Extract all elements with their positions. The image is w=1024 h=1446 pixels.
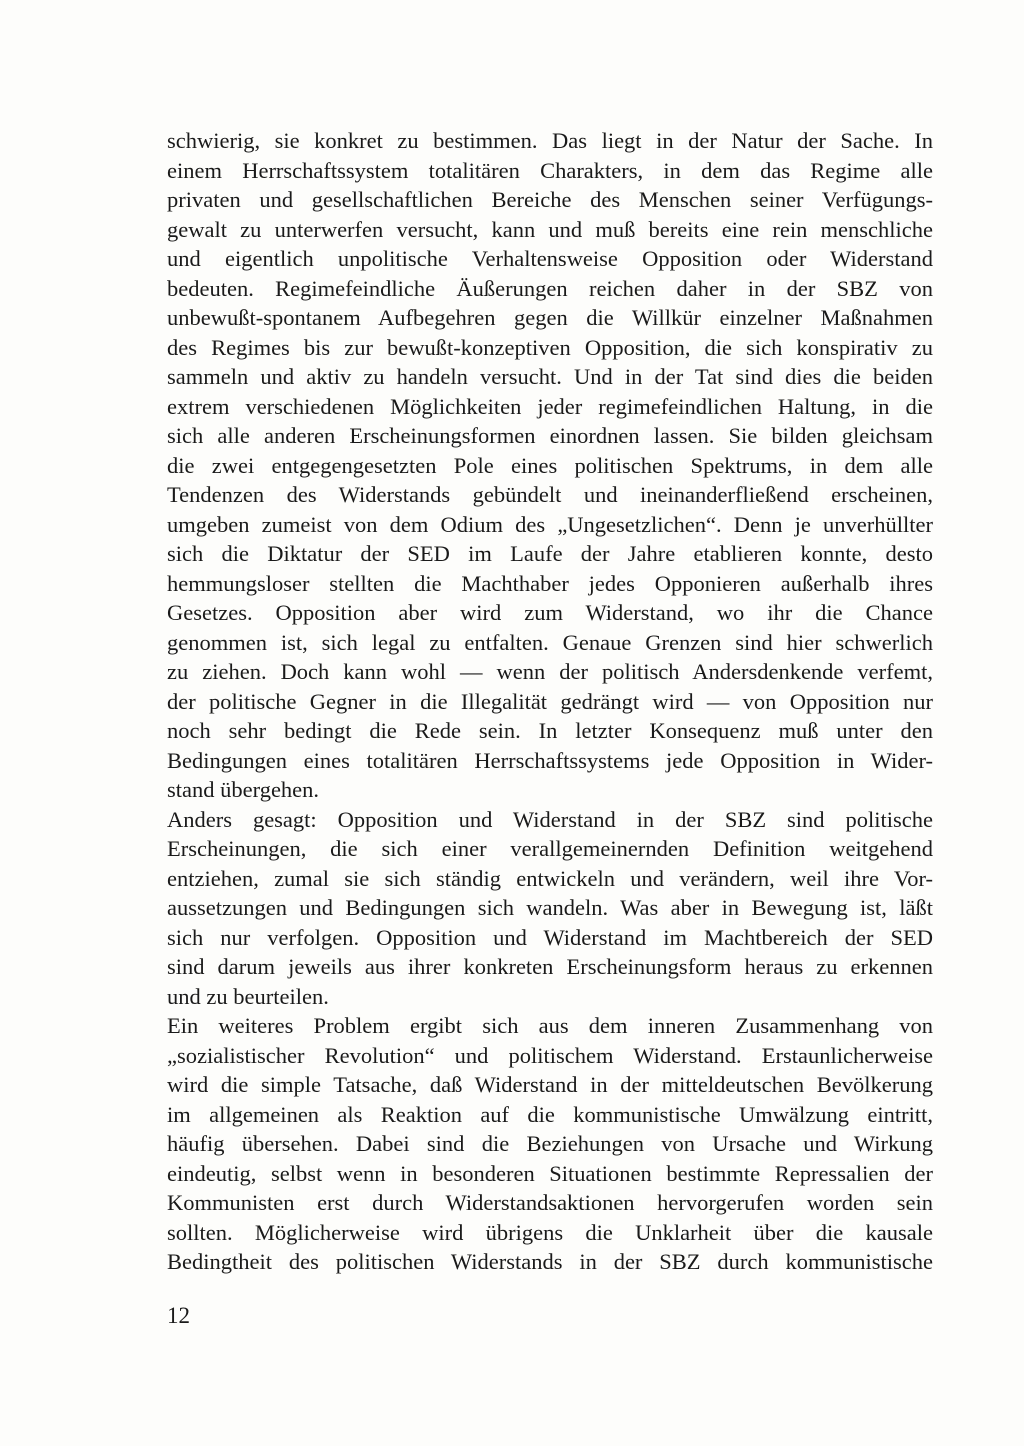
text-line: eindeutig, selbst wenn in besonderen Situationen bestimmte Repressalien der [167,1160,933,1186]
text-line: und eigentlich unpolitische Verhaltensweise Opposition oder Widerstand [167,246,933,271]
text-line: „sozialistischer Revolution“ und politischem Widerstand. Erstaunlicherweise [167,1042,933,1068]
page-number: 12 [167,1303,190,1328]
text-line: extrem verschiedenen Möglichkeiten jeder regimefeindlichen Haltung, in die [167,393,933,419]
text-line: aussetzungen und Bedingungen sich wandeln. Was aber in Bewegung ist, läßt [167,895,933,920]
text-line: sollten. Möglicherweise wird übrigens die Unklarheit über die kausale [167,1219,933,1245]
text-line: und zu beurteilen. [167,983,329,1009]
text-line: wird die simple Tatsache, daß Widerstand in der mitteldeutschen Bevölkerung [167,1072,933,1097]
text-line: sich alle anderen Erscheinungsformen einordnen lassen. Sie bilden gleichsam [167,423,933,448]
text-line: umgeben zumeist von dem Odium des „Ungesetzlichen“. Denn je unverhüllter [167,511,933,537]
text-line: Gesetzes. Opposition aber wird zum Widerstand, wo ihr die Chance [167,600,933,625]
text-line: stand übergehen. [167,777,320,802]
text-line: Kommunisten erst durch Widerstandsaktionen hervorgerufen worden sein [167,1190,933,1215]
text-line: unbewußt-spontanem Aufbegehren gegen die Willkür einzelner Maßnahmen [167,305,933,330]
text-line: zu ziehen. Doch kann wohl — wenn der politisch Andersdenkende verfemt, [167,659,933,684]
text-line: schwierig, sie konkret zu bestimmen. Das liegt in der Natur der Sache. In [167,128,933,153]
text-line: Bedingungen eines totalitären Herrschaftssystems jede Opposition in Wider- [167,747,933,773]
text-line: Anders gesagt: Opposition und Widerstand in der SBZ sind politische [167,806,933,832]
text-line: der politische Gegner in die Illegalität gedrängt wird — von Opposition nur [167,688,933,714]
text-line: des Regimes bis zur bewußt-konzeptiven Opposition, die sich konspirativ zu [167,334,933,360]
text-line: sind darum jeweils aus ihrer konkreten Erscheinungsform heraus zu erkennen [167,954,933,979]
text-line: entziehen, zumal sie sich ständig entwickeln und verändern, weil ihre Vor- [167,865,933,891]
text-line: Bedingtheit des politischen Widerstands in der SBZ durch kommunistische [167,1249,933,1274]
text-line: die zwei entgegengesetzten Pole eines politischen Spektrums, in dem alle [167,452,933,478]
text-line: sammeln und aktiv zu handeln versucht. Und in der Tat sind dies die beiden [167,364,933,389]
text-line: Ein weiteres Problem ergibt sich aus dem inneren Zusammenhang von [167,1013,933,1038]
text-line: noch sehr bedingt die Rede sein. In letzter Konsequenz muß unter den [167,718,933,743]
text-line: privaten und gesellschaftlichen Bereiche des Menschen seiner Verfügungs- [167,187,933,212]
text-line: gewalt zu unterwerfen versucht, kann und muß bereits eine rein menschliche [167,216,933,242]
text-line: einem Herrschaftssystem totalitären Charakters, in dem das Regime alle [167,157,933,183]
text-line: Tendenzen des Widerstands gebündelt und ineinanderfließend erscheinen, [167,482,933,507]
text-line: sich die Diktatur der SED im Laufe der Jahre etablieren konnte, desto [167,541,933,566]
text-line: im allgemeinen als Reaktion auf die kommunistische Umwälzung eintritt, [167,1101,933,1127]
text-line: Erscheinungen, die sich einer verallgemeinernden Definition weitgehend [167,836,933,861]
text-line: häufig übersehen. Dabei sind die Beziehungen von Ursache und Wirkung [167,1131,933,1156]
text-line: hemmungsloser stellten die Machthaber jedes Opponieren außerhalb ihres [167,570,933,596]
text-line: genommen ist, sich legal zu entfalten. Genaue Grenzen sind hier schwerlich [167,629,933,655]
text-line: bedeuten. Regimefeindliche Äußerungen reichen daher in der SBZ von [167,275,933,301]
body-text [167,126,933,1277]
text-line: sich nur verfolgen. Opposition und Widerstand im Machtbereich der SED [167,924,933,950]
